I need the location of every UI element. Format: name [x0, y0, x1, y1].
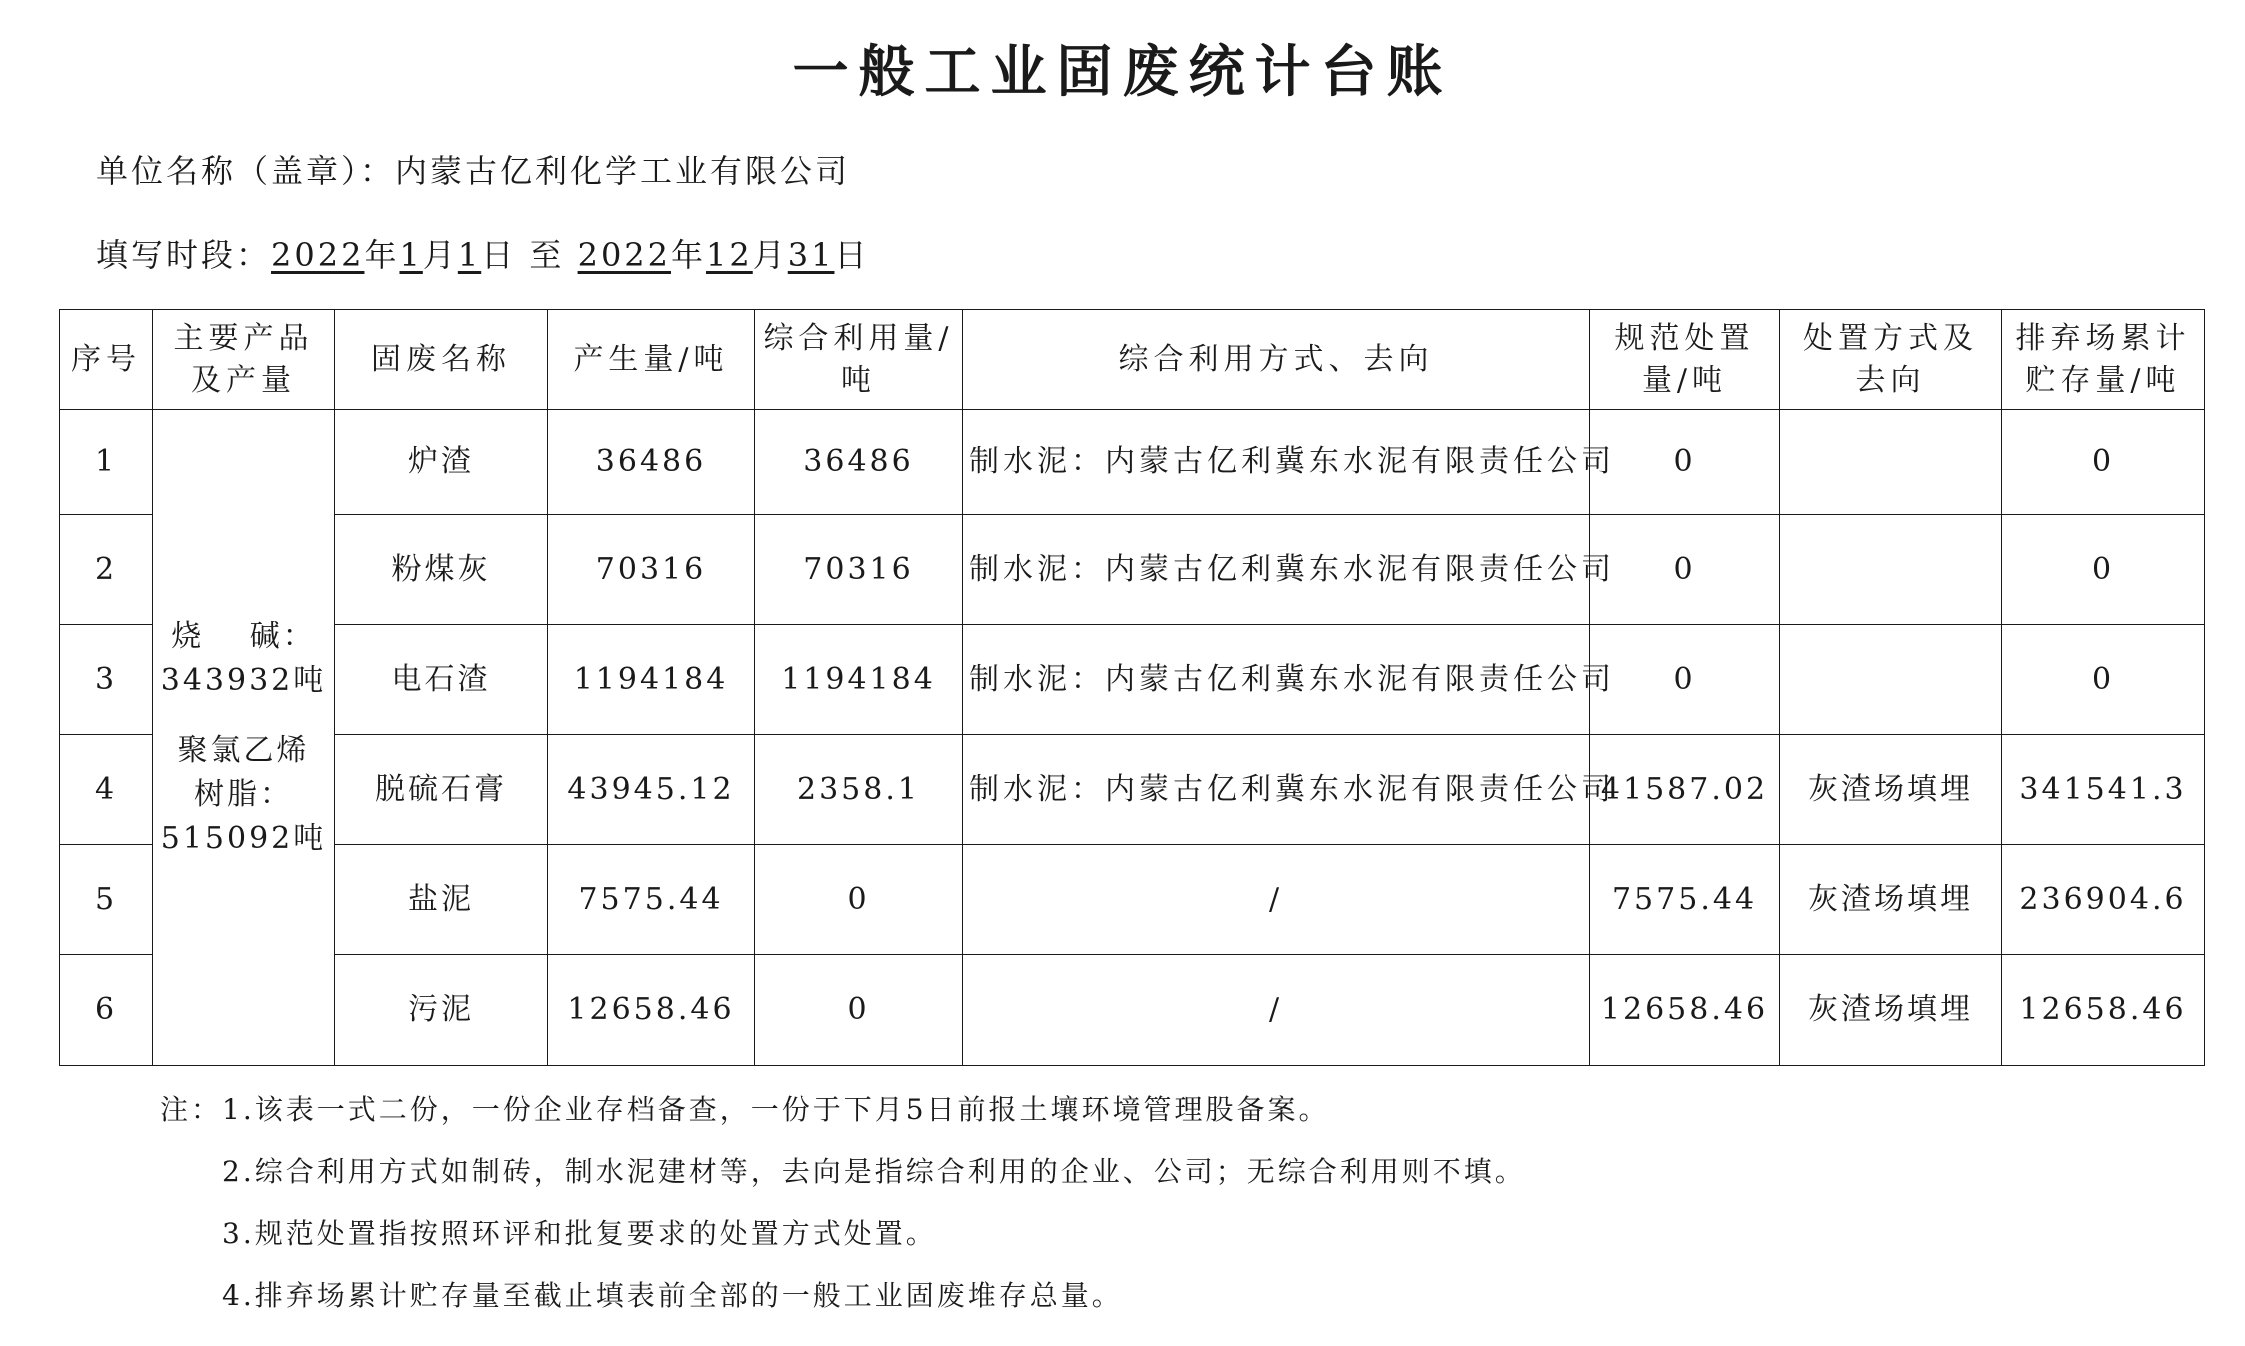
- table-row: [60, 845, 2205, 955]
- cell-generated: 36486: [548, 410, 755, 515]
- cell-disposed: 12658.46: [1590, 955, 1780, 1066]
- cell-utilized: 2358.1: [755, 735, 963, 845]
- unit-name-line: [96, 146, 850, 192]
- cell-disposal-method: [1780, 515, 2002, 625]
- cell-disposal-method: 灰渣场填埋: [1780, 845, 2002, 955]
- cell-usage: 制水泥：内蒙古亿利冀东水泥有限责任公司: [963, 625, 1590, 735]
- note-4: 4.排弃场累计贮存量至截止填表前全部的一般工业固废堆存总量。: [222, 1279, 1123, 1312]
- unit-name-value: 内蒙古亿利化学工业有限公司: [395, 152, 851, 190]
- day-char: 日: [481, 236, 517, 274]
- note-2: 2.综合利用方式如制砖，制水泥建材等，去向是指综合利用的企业、公司；无综合利用则不填。: [222, 1155, 1526, 1188]
- cell-waste-name: 粉煤灰: [335, 515, 548, 625]
- day-char: 日: [834, 236, 870, 274]
- products-line: 树脂：: [194, 776, 293, 812]
- products-line: 343932吨: [160, 662, 327, 698]
- header-waste-name: 固废名称: [335, 310, 548, 410]
- cell-utilized: 0: [755, 955, 963, 1066]
- cell-utilized: 70316: [755, 515, 963, 625]
- cell-storage: 0: [2002, 625, 2205, 735]
- cell-generated: 7575.44: [548, 845, 755, 955]
- cell-disposal-method: [1780, 625, 2002, 735]
- cell-storage: 0: [2002, 410, 2205, 515]
- cell-storage: 12658.46: [2002, 955, 2205, 1066]
- year-char: 年: [364, 236, 400, 274]
- cell-usage: /: [963, 955, 1590, 1066]
- cell-disposed: 0: [1590, 515, 1780, 625]
- header-usage: 综合利用方式、去向: [963, 310, 1590, 410]
- cell-waste-name: 炉渣: [335, 410, 548, 515]
- cell-usage: /: [963, 845, 1590, 955]
- start-year: 2022: [271, 236, 365, 274]
- cell-storage: 0: [2002, 515, 2205, 625]
- cell-waste-name: 污泥: [335, 955, 548, 1066]
- cell-waste-name: 脱硫石膏: [335, 735, 548, 845]
- month-char: 月: [752, 236, 788, 274]
- start-month: 1: [399, 236, 423, 274]
- to-char: 至: [529, 236, 565, 274]
- cell-disposed: 0: [1590, 410, 1780, 515]
- page-title: 一般工业固废统计台账: [792, 40, 1453, 105]
- header-utilized: 综合利用量/吨: [755, 310, 963, 410]
- cell-utilized: 0: [755, 845, 963, 955]
- header-disposal-method: 处置方式及去向: [1780, 310, 2002, 410]
- end-month: 12: [706, 236, 753, 274]
- cell-no: 4: [60, 735, 153, 845]
- cell-storage: 341541.3: [2002, 735, 2205, 845]
- header-products: 主要产品及产量: [153, 310, 335, 410]
- products-line: 烧 碱：: [171, 618, 316, 654]
- cell-no: 1: [60, 410, 153, 515]
- products-line: 515092吨: [160, 820, 327, 856]
- table-row: [60, 955, 2205, 1066]
- cell-no: 5: [60, 845, 153, 955]
- cell-waste-name: 盐泥: [335, 845, 548, 955]
- cell-disposal-method: [1780, 410, 2002, 515]
- cell-generated: 12658.46: [548, 955, 755, 1066]
- cell-disposal-method: 灰渣场填埋: [1780, 735, 2002, 845]
- note-3: 3.规范处置指按照环评和批复要求的处置方式处置。: [222, 1217, 937, 1250]
- cell-no: 2: [60, 515, 153, 625]
- notes-section: [160, 1090, 1526, 1338]
- period-label: 填写时段：: [96, 236, 272, 274]
- period-line: [96, 230, 870, 276]
- cell-no: 6: [60, 955, 153, 1066]
- products-spacer: [159, 703, 328, 729]
- note-1: 注：1.该表一式二份，一份企业存档备查，一份于下月5日前报土壤环境管理股备案。: [160, 1093, 1330, 1126]
- cell-utilized: 36486: [755, 410, 963, 515]
- cell-usage: 制水泥：内蒙古亿利冀东水泥有限责任公司: [963, 735, 1590, 845]
- month-char: 月: [422, 236, 458, 274]
- cell-generated: 1194184: [548, 625, 755, 735]
- cell-disposed: 41587.02: [1590, 735, 1780, 845]
- cell-disposed: 0: [1590, 625, 1780, 735]
- cell-disposal-method: 灰渣场填埋: [1780, 955, 2002, 1066]
- cell-products: [153, 410, 335, 1066]
- table-header-row: [60, 310, 2205, 410]
- cell-waste-name: 电石渣: [335, 625, 548, 735]
- table-row: [60, 625, 2205, 735]
- table-row: [60, 410, 2205, 515]
- cell-generated: 70316: [548, 515, 755, 625]
- header-generated: 产生量/吨: [548, 310, 755, 410]
- year-char: 年: [671, 236, 707, 274]
- start-day: 1: [457, 236, 482, 274]
- table-row: [60, 735, 2205, 845]
- products-line: 聚氯乙烯: [177, 732, 310, 768]
- end-year: 2022: [577, 236, 672, 274]
- end-day: 31: [787, 236, 835, 274]
- header-storage: 排弃场累计贮存量/吨: [2002, 310, 2205, 410]
- table-row: [60, 515, 2205, 625]
- cell-usage: 制水泥：内蒙古亿利冀东水泥有限责任公司: [963, 515, 1590, 625]
- cell-generated: 43945.12: [548, 735, 755, 845]
- cell-no: 3: [60, 625, 153, 735]
- cell-storage: 236904.6: [2002, 845, 2205, 955]
- solid-waste-ledger-table: [59, 309, 2205, 1066]
- header-no: 序号: [60, 310, 153, 410]
- cell-disposed: 7575.44: [1590, 845, 1780, 955]
- cell-utilized: 1194184: [755, 625, 963, 735]
- cell-usage: 制水泥：内蒙古亿利冀东水泥有限责任公司: [963, 410, 1590, 515]
- header-disposed: 规范处置量/吨: [1590, 310, 1780, 410]
- unit-name-label: 单位名称（盖章）：: [96, 152, 396, 190]
